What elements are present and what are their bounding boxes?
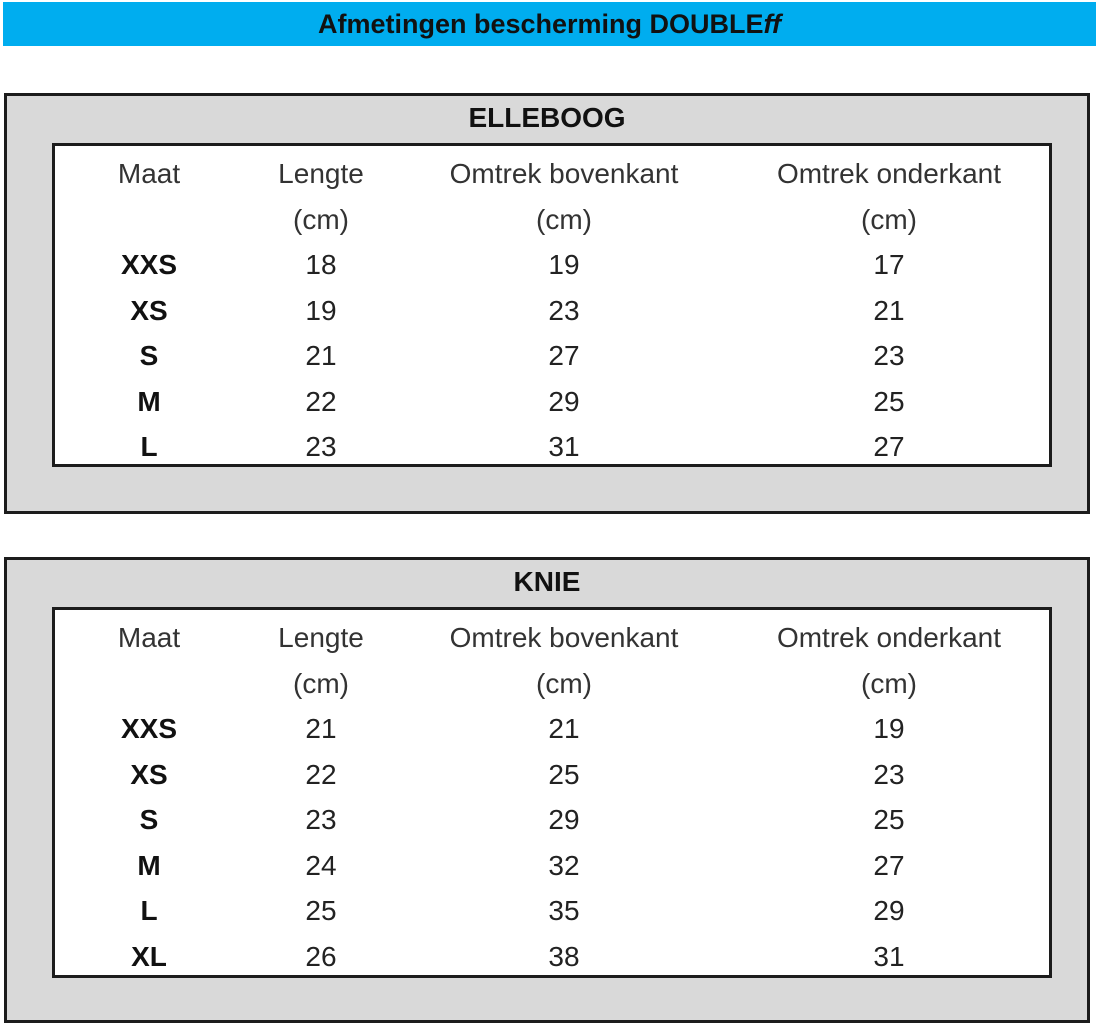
knie-table-box [52,607,1052,978]
length-cell: 22 [305,385,337,417]
length-cell: 24 [305,849,337,881]
table-row [55,843,1049,889]
top-circumference-cell: 35 [548,895,580,926]
size-cell: L [140,895,158,926]
unit-bottom-circumference: (cm) [861,667,917,699]
header-length: Lengte [278,158,364,189]
table-row [55,934,1049,980]
size-cell: XXS [120,249,178,280]
bottom-circumference-cell: 23 [873,340,905,371]
size-cell: L [140,431,158,462]
knie-title: KNIE [513,566,581,597]
page-title-suffix: ff [763,8,782,39]
top-circumference-cell: 23 [548,294,580,326]
bottom-circumference-cell: 27 [873,431,905,462]
bottom-circumference-cell: 25 [873,385,905,417]
top-circumference-cell: 29 [548,804,580,835]
bottom-circumference-cell: 21 [873,294,905,326]
top-circumference-cell: 25 [548,758,580,790]
top-circumference-cell: 21 [548,713,580,744]
bottom-circumference-cell: 31 [873,940,905,972]
top-circumference-cell: 31 [548,431,580,462]
length-cell: 19 [305,294,337,326]
elleboog-panel [4,93,1090,514]
top-circumference-cell: 29 [548,385,580,417]
top-circumference-cell: 27 [548,340,580,371]
header-size: Maat [117,158,181,189]
unit-size-empty [55,197,243,243]
unit-top-circumference: (cm) [536,667,592,699]
header-top-circumference: Omtrek bovenkant [449,622,679,653]
bottom-circumference-cell: 17 [873,249,905,280]
unit-top-circumference: (cm) [536,203,592,235]
length-cell: 25 [305,895,337,926]
table-row [55,288,1049,334]
unit-row [55,661,1049,707]
table-row [55,752,1049,798]
length-cell: 18 [305,249,337,280]
table-row [55,797,1049,843]
top-circumference-cell: 19 [548,249,580,280]
unit-length: (cm) [293,667,349,699]
length-cell: 21 [305,340,337,371]
length-cell: 21 [305,713,337,744]
page-title [3,2,1096,46]
length-cell: 23 [305,431,337,462]
table-row [55,242,1049,288]
table-row [55,379,1049,425]
knie-panel [4,557,1090,1023]
header-length: Lengte [278,622,364,653]
size-cell: XXS [120,713,178,744]
bottom-circumference-cell: 23 [873,758,905,790]
bottom-circumference-cell: 25 [873,804,905,835]
size-cell: XS [130,294,168,326]
elleboog-table-box [52,143,1052,467]
unit-length: (cm) [293,203,349,235]
table-row [55,424,1049,470]
page-title-main: Afmetingen bescherming DOUBLE [317,8,764,39]
elleboog-table [55,151,1049,470]
table-row [55,706,1049,752]
length-cell: 23 [305,804,337,835]
bottom-circumference-cell: 27 [873,849,905,881]
header-size: Maat [117,622,181,653]
unit-size-empty [55,661,243,707]
knie-table [55,615,1049,979]
table-row [55,333,1049,379]
size-cell: XL [131,940,167,972]
size-cell: M [137,849,161,881]
size-cell: S [139,804,159,835]
size-cell: M [137,385,161,417]
size-cell: S [139,340,159,371]
top-circumference-cell: 32 [548,849,580,881]
header-bottom-circumference: Omtrek onderkant [776,158,1002,189]
length-cell: 22 [305,758,337,790]
unit-bottom-circumference: (cm) [861,203,917,235]
unit-row [55,197,1049,243]
bottom-circumference-cell: 29 [873,895,905,926]
top-circumference-cell: 38 [548,940,580,972]
header-row [55,151,1049,197]
header-row [55,615,1049,661]
header-bottom-circumference: Omtrek onderkant [776,622,1002,653]
bottom-circumference-cell: 19 [873,713,905,744]
length-cell: 26 [305,940,337,972]
header-top-circumference: Omtrek bovenkant [449,158,679,189]
size-cell: XS [130,758,168,790]
table-row [55,888,1049,934]
elleboog-title: ELLEBOOG [468,102,626,133]
